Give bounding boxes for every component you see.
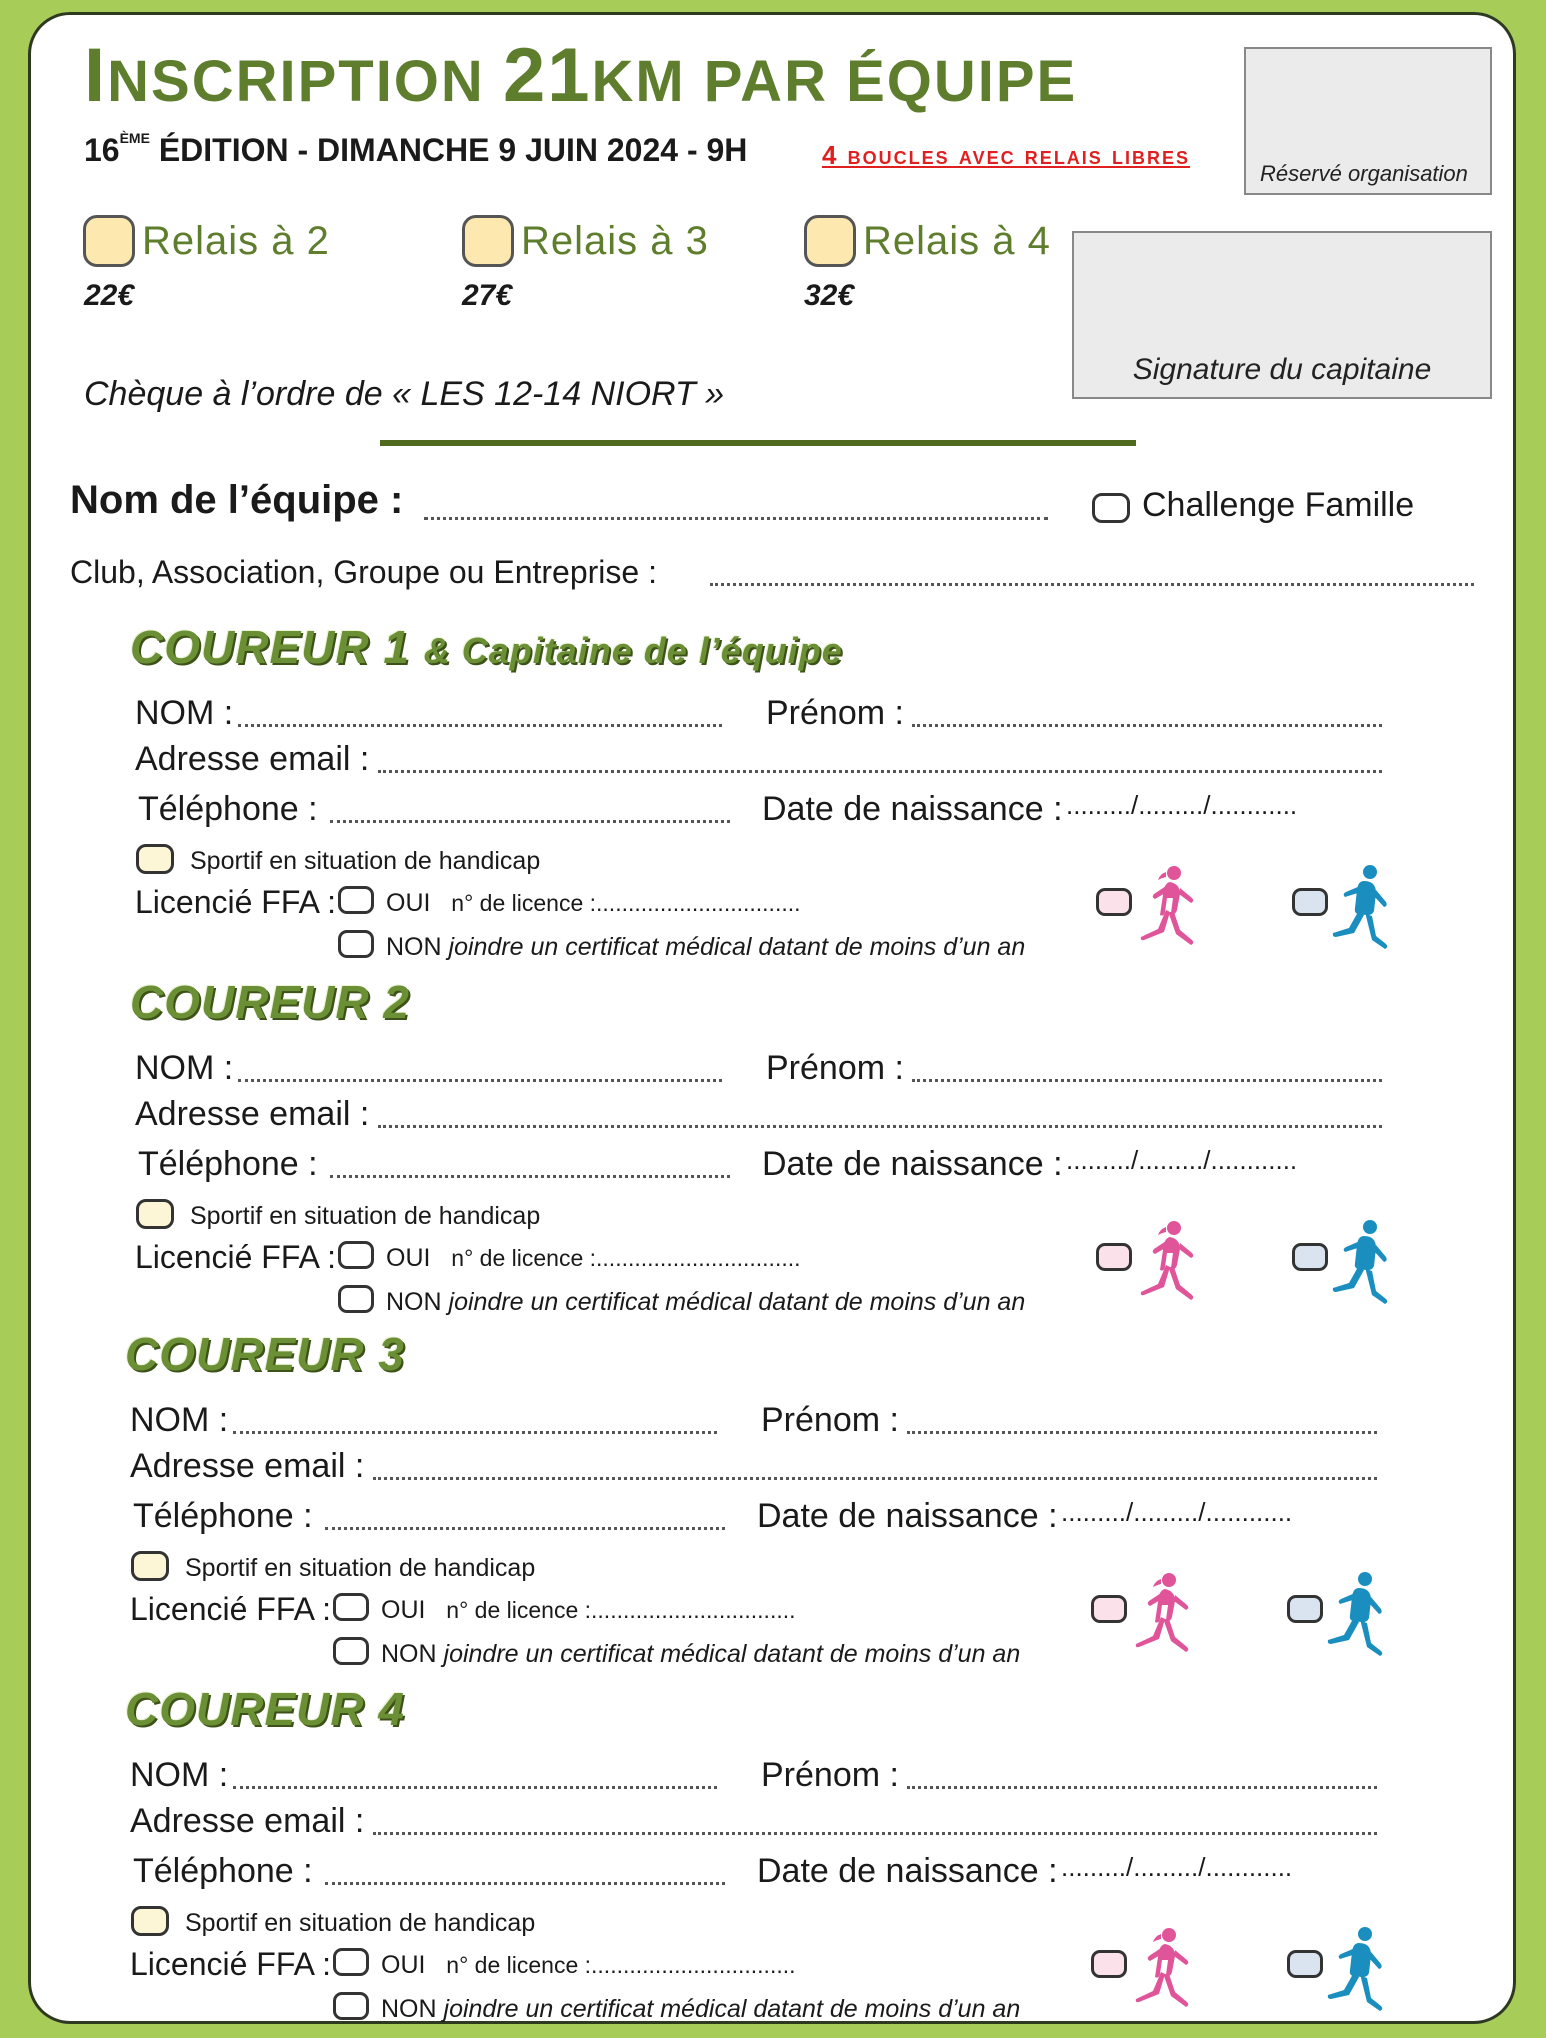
runner-block-4 [28,1674,1516,2024]
telephone-label: Téléphone : [133,1497,313,1535]
prenom-field[interactable] [912,1079,1382,1082]
oui-checkbox[interactable] [333,1593,369,1621]
handicap-label: Sportif en situation de handicap [190,847,541,875]
email-field[interactable] [373,1477,1377,1480]
woman-runner-icon [1136,1219,1200,1318]
woman-runner-icon [1136,864,1200,963]
prenom-field[interactable] [907,1786,1377,1789]
man-runner-icon [1325,1926,1389,2024]
cheque-note: Chèque à l’ordre de « LES 12-14 NIORT » [84,375,725,413]
non-checkbox[interactable] [338,1285,374,1313]
telephone-field[interactable] [330,1175,730,1178]
relay-4-label: Relais à 4 [863,219,1051,263]
nom-field[interactable] [238,724,722,727]
runner-block-3 [28,1319,1516,1674]
woman-runner-icon [1131,1571,1195,1670]
naissance-label: Date de naissance : [757,1497,1058,1535]
edition-line: 16ÈME ÉDITION - DIMANCHE 9 JUIN 2024 - 9H [84,130,748,168]
woman-runner-icon [1131,1926,1195,2024]
naissance-label: Date de naissance : [762,1145,1063,1183]
email-field[interactable] [378,1125,1382,1128]
nom-field[interactable] [233,1786,717,1789]
non-label: NON joindre un certificat médical datant de moins d’un an [386,1288,1026,1316]
oui-checkbox[interactable] [338,1241,374,1269]
club-field[interactable] [710,583,1474,586]
handicap-checkbox[interactable] [136,1199,174,1229]
man-runner-icon [1330,864,1394,963]
handicap-checkbox[interactable] [131,1906,169,1936]
non-label: NON joindre un certificat médical datant de moins d’un an [381,1640,1021,1668]
challenge-famille-label: Challenge Famille [1142,486,1415,524]
relay-4-price: 32€ [804,279,855,312]
runner-title: COUREUR 4 [125,1683,405,1735]
email-label: Adresse email : [130,1802,365,1840]
handicap-label: Sportif en situation de handicap [185,1909,536,1937]
licencie-label: Licencié FFA : [130,1946,331,1982]
team-name-field[interactable] [424,517,1048,520]
nom-label: NOM : [135,694,234,732]
non-label: NON joindre un certificat médical datant de moins d’un an [386,933,1026,961]
relay-4-checkbox[interactable] [804,215,856,267]
man-checkbox[interactable] [1292,888,1328,916]
runner-block-2 [28,967,1516,1322]
reserved-box [1244,47,1492,195]
handicap-checkbox[interactable] [136,844,174,874]
handicap-label: Sportif en situation de handicap [185,1554,536,1582]
naissance-field[interactable]: ........./........./............ [1061,1497,1293,1527]
email-field[interactable] [373,1832,1377,1835]
nom-label: NOM : [130,1756,229,1794]
naissance-label: Date de naissance : [757,1852,1058,1890]
oui-label: OUI n° de licence :................................ [381,1596,796,1624]
runner-title: COUREUR 2 [130,976,410,1028]
page-title: INSCRIPTION 21KM PAR ÉQUIPE [84,33,1078,118]
man-runner-icon [1325,1571,1389,1670]
reserved-label: Réservé organisation [1260,161,1468,186]
telephone-label: Téléphone : [133,1852,313,1890]
email-label: Adresse email : [130,1447,365,1485]
naissance-field[interactable]: ........./........./............ [1061,1852,1293,1882]
non-checkbox[interactable] [333,1637,369,1665]
oui-label: OUI n° de licence :................................ [381,1951,796,1979]
non-checkbox[interactable] [333,1992,369,2020]
telephone-label: Téléphone : [138,1145,318,1183]
relay-3-price: 27€ [462,279,513,312]
email-field[interactable] [378,770,1382,773]
man-runner-icon [1330,1219,1394,1318]
email-label: Adresse email : [135,740,370,778]
email-label: Adresse email : [135,1095,370,1133]
naissance-field[interactable]: ........./........./............ [1066,790,1298,820]
licencie-label: Licencié FFA : [135,1239,336,1275]
team-name-label: Nom de l’équipe : [70,478,404,522]
prenom-label: Prénom : [766,1049,904,1087]
oui-label: OUI n° de licence :................................ [386,1244,801,1272]
licencie-label: Licencié FFA : [130,1591,331,1627]
loops-note: 4 boucles avec relais libres [822,140,1191,170]
telephone-field[interactable] [325,1527,725,1530]
naissance-label: Date de naissance : [762,790,1063,828]
man-checkbox[interactable] [1292,1243,1328,1271]
prenom-field[interactable] [907,1431,1377,1434]
challenge-famille-checkbox[interactable] [1092,493,1130,523]
relay-2-price: 22€ [84,279,135,312]
oui-checkbox[interactable] [338,886,374,914]
runner-title: COUREUR 3 [125,1328,405,1380]
man-checkbox[interactable] [1287,1595,1323,1623]
oui-checkbox[interactable] [333,1948,369,1976]
woman-checkbox[interactable] [1091,1595,1127,1623]
prenom-label: Prénom : [766,694,904,732]
club-label: Club, Association, Groupe ou Entreprise : [70,554,657,590]
nom-label: NOM : [130,1401,229,1439]
licencie-label: Licencié FFA : [135,884,336,920]
non-label: NON joindre un certificat médical datant de moins d’un an [381,1995,1021,2023]
runner-block-1 [28,612,1516,967]
woman-checkbox[interactable] [1096,888,1132,916]
nom-field[interactable] [233,1431,717,1434]
naissance-field[interactable]: ........./........./............ [1066,1145,1298,1175]
oui-label: OUI n° de licence :................................ [386,889,801,917]
nom-field[interactable] [238,1079,722,1082]
man-checkbox[interactable] [1287,1950,1323,1978]
prenom-field[interactable] [912,724,1382,727]
prenom-label: Prénom : [761,1401,899,1439]
signature-box[interactable] [1072,231,1492,399]
woman-checkbox[interactable] [1091,1950,1127,1978]
prenom-label: Prénom : [761,1756,899,1794]
relay-3-label: Relais à 3 [521,219,709,263]
telephone-field[interactable] [330,820,730,823]
handicap-checkbox[interactable] [131,1551,169,1581]
relay-3-checkbox[interactable] [462,215,514,267]
divider [380,440,1136,446]
woman-checkbox[interactable] [1096,1243,1132,1271]
registration-form [28,12,1516,2024]
relay-2-label: Relais à 2 [142,219,330,263]
telephone-label: Téléphone : [138,790,318,828]
runner-title: COUREUR 1 & Capitaine de l’équipe [130,621,843,673]
signature-label: Signature du capitaine [1132,353,1432,386]
non-checkbox[interactable] [338,930,374,958]
nom-label: NOM : [135,1049,234,1087]
relay-2-checkbox[interactable] [83,215,135,267]
telephone-field[interactable] [325,1882,725,1885]
handicap-label: Sportif en situation de handicap [190,1202,541,1230]
